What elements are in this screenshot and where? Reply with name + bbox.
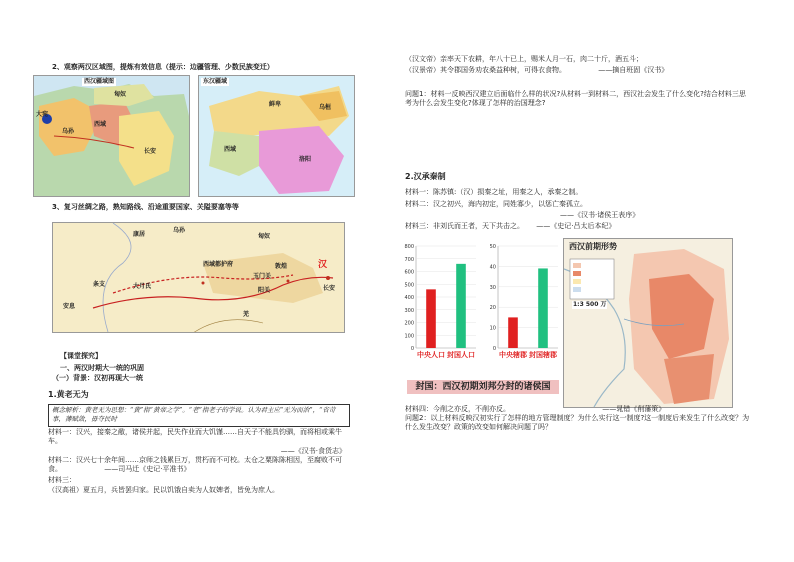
material-1-source: ——《汉书·食货志》 (280, 446, 346, 455)
subsection-huanglao: 1.黄老无为 (48, 390, 89, 399)
material-2-source: ——司马迁《史记·平准书》 (104, 465, 191, 474)
chart-bar (508, 317, 518, 348)
right-para-2-text: （汉景帝）其令郡国务劝农桑益种树，可得衣食物。 (405, 66, 566, 74)
chart-category-label: 封国辖郡 (529, 351, 557, 359)
donghan-map (198, 75, 355, 197)
map-label-luoyang: 洛阳 (299, 156, 312, 163)
material-3-body: （汉高祖）夏五月，兵皆罢归家。民以饥饿自卖为人奴婢者，皆免为庶人。 (48, 486, 279, 494)
right-material-2-source: ——《汉书·诸侯王表序》 (560, 211, 640, 219)
right-para-1: （汉文帝）亲率天下农耕，年八十已上，赐米人月一石，肉二十斤，酒五斗； (405, 55, 643, 63)
silk-label-xiongnu: 匈奴 (258, 233, 271, 240)
silk-label-xiyu-duhufu: 西域都护府 (203, 261, 234, 268)
concept-lead: 概念解析： (52, 406, 85, 414)
chart-ytick-label: 700 (404, 256, 414, 263)
concept-text: 黄老无为思想：“黄”指“黄帝之学”。“老”指老子的学说。认为君主应“无为而治”，“省苛事，薄赋敛，毋夺民时 (52, 406, 336, 423)
silk-label-tiaozhi: 条支 (93, 281, 106, 288)
chart-category-label: 中央人口 (417, 351, 445, 359)
chart-ytick-label: 400 (404, 295, 414, 301)
chart-ytick-label: 500 (404, 282, 414, 289)
chart-ytick-label: 20 (489, 305, 496, 312)
chart-commanderies (480, 240, 560, 375)
subsection-hanchengqinzhi: 2.汉承秦制 (405, 172, 446, 181)
chart-bar (456, 264, 466, 348)
silk-label-qiang: 羌 (243, 311, 250, 318)
chart-population (398, 240, 478, 375)
material-2-text: 材料二：汉兴七十余年间……京师之钱累巨万，贯朽而不可校。太仓之粟陈陈相因，至腐败不可食。 (48, 456, 342, 474)
chart-caption: 封国：西汉初期刘邦分封的诸侯国 (407, 380, 559, 394)
chart-ytick-label: 30 (489, 284, 496, 291)
right-material-3-source: ——《史记·吕太后本纪》 (536, 222, 616, 230)
map-label-wusun: 乌孙 (62, 128, 75, 135)
material-1-text: 材料一：汉兴，接秦之敝，诸侯并起，民失作业而大饥馑……自天子不能具钧驷，而将相或乘牛车。 (48, 428, 342, 446)
xihan-map-title: 西汉疆域图 (84, 78, 115, 85)
right-para-2 (405, 66, 745, 75)
section-title: 【课堂探究】 (60, 352, 102, 360)
chart-category-label: 封国人口 (447, 351, 475, 359)
chart-ytick-label: 200 (404, 320, 414, 327)
xihan-early-map (563, 238, 733, 408)
question-1: 问题1：材料一反映西汉建立后面临什么样的状况?从材料一到材料二，西汉社会发生了什么变化?结合材料三思考为什么会发生变化?体现了怎样的治国理念? (405, 90, 746, 108)
donghan-map-title: 东汉疆域 (203, 78, 228, 85)
chart-bar (538, 268, 548, 348)
chart-ytick-label: 40 (489, 264, 496, 271)
silk-label-yangguan: 阳关 (258, 287, 271, 294)
xihan-early-map-scale: 1:3 500 万 (573, 301, 607, 308)
right-material-4-source: ——晁错《削藩策》 (602, 405, 666, 413)
map-label-xiyu-east: 西域 (224, 146, 237, 153)
right-para-2-source: ——摘自班固《汉书》 (598, 66, 669, 74)
silk-label-changan: 长安 (323, 285, 336, 292)
silk-label-dunhuang: 敦煌 (275, 263, 288, 270)
right-material-4-text: 材料四：今削之亦反，不削亦反。 (405, 405, 510, 413)
material-3-label: 材料三： (48, 476, 76, 484)
chart-category-label: 中央辖郡 (499, 351, 527, 359)
right-material-2: 材料二：汉之初兴，海内初定，同姓寡少，以惩亡秦孤立。 (405, 200, 587, 208)
question-3-left: 3、复习丝绸之路，熟知路线、沿途重要国家、关隘要塞等等 (52, 203, 239, 211)
chart-ytick-label: 100 (404, 333, 414, 340)
xihan-map (33, 75, 190, 197)
xihan-early-map-title: 西汉前期形势 (569, 242, 617, 251)
question-2-left: 2、观察两汉区域图，提炼有效信息（提示：边疆管理、少数民族变迁） (52, 63, 274, 71)
section-heading-1: 一、两汉时期大一统的巩固 (60, 364, 144, 372)
right-material-3 (405, 222, 615, 231)
chart-ytick-label: 300 (404, 307, 414, 314)
material-2 (48, 456, 346, 475)
right-material-1: 材料一：陈苏镇:（汉）损秦之址，用秦之人，承秦之制。 (405, 188, 583, 196)
question-2: 问题2：以上材料反映汉初实行了怎样的地方管理制度？为什么实行这一制度?这一制度后来发生了什么改变？为什么发生改变？政策的改变如何解决问题了吗？ (405, 414, 750, 432)
chart-ytick-label: 0 (492, 346, 496, 352)
silk-label-anxi: 安息 (63, 303, 76, 310)
chart-ytick-label: 10 (489, 325, 496, 332)
map-label-wuhuan: 乌桓 (319, 104, 332, 111)
map-label-xiongnu: 匈奴 (114, 91, 127, 98)
map-label-xianbei: 鲜卑 (269, 101, 282, 108)
map-label-changan: 长安 (144, 148, 157, 155)
silk-label-yumenguan: 玉门关 (253, 273, 272, 280)
concept-box (48, 404, 350, 427)
silk-label-kangju: 康居 (133, 231, 146, 238)
map-label-xiyu: 西域 (94, 121, 107, 128)
silk-label-han: 汉 (318, 260, 328, 270)
chart-bar (426, 289, 436, 348)
silk-label-wusun: 乌孙 (173, 227, 186, 234)
chart-ytick-label: 50 (489, 244, 496, 250)
map-label-dayuan: 大宛 (36, 111, 49, 118)
chart-ytick-label: 600 (404, 269, 414, 276)
section-heading-2: （一）背景：汉初再现大一统 (52, 374, 143, 382)
silk-road-map (52, 222, 345, 333)
material-1 (48, 428, 346, 456)
right-material-3-text: 材料三：非刘氏而王者，天下共击之。 (405, 222, 524, 230)
chart-ytick-label: 0 (410, 346, 414, 352)
chart-ytick-label: 800 (404, 244, 414, 250)
silk-label-dayuezhi: 大月氏 (133, 283, 152, 290)
